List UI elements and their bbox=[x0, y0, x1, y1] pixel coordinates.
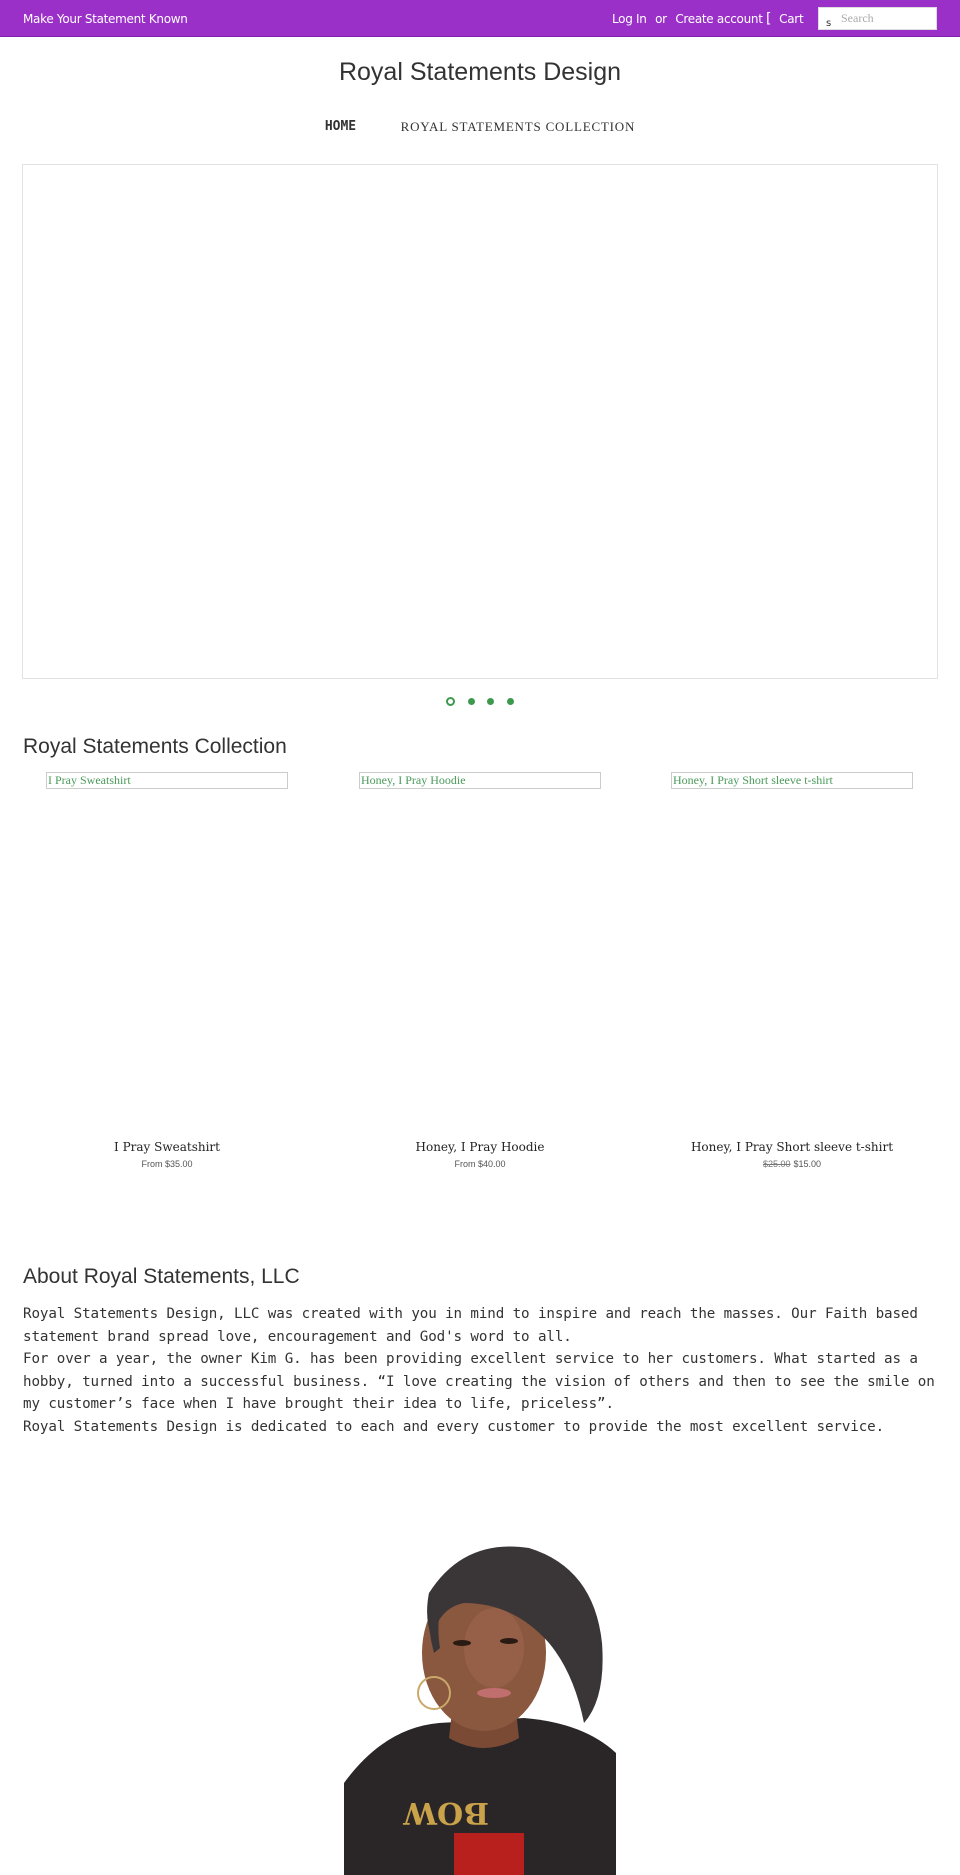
slideshow-pagination bbox=[0, 693, 960, 711]
slide-dot-4[interactable] bbox=[507, 698, 514, 705]
slide-dot-2[interactable] bbox=[468, 698, 475, 705]
search-icon[interactable]: s bbox=[826, 18, 832, 29]
about-text bbox=[23, 1303, 943, 1438]
product-image[interactable]: Honey, I Pray Hoodie bbox=[359, 772, 601, 789]
cart-icon: [ bbox=[766, 11, 772, 27]
search-input[interactable] bbox=[841, 10, 933, 27]
product-price bbox=[647, 1159, 937, 1169]
slide-dot-1[interactable] bbox=[446, 697, 455, 706]
create-account-link[interactable]: Create account bbox=[675, 12, 763, 26]
or-text: or bbox=[655, 12, 667, 26]
product-image[interactable]: Honey, I Pray Short sleeve t-shirt bbox=[671, 772, 913, 789]
product-image[interactable]: I Pray Sweatshirt bbox=[46, 772, 288, 789]
nav-item-collection[interactable]: ROYAL STATEMENTS COLLECTION bbox=[400, 118, 636, 134]
svg-text:BOW: BOW bbox=[403, 1795, 489, 1830]
main-nav bbox=[0, 118, 960, 136]
product-card[interactable] bbox=[335, 772, 625, 1172]
cart-link[interactable] bbox=[766, 11, 803, 27]
cart-label: Cart bbox=[779, 12, 804, 26]
product-name[interactable]: Honey, I Pray Hoodie bbox=[415, 1140, 545, 1154]
about-paragraph: For over a year, the owner Kim G. has been providing excellent service to her customers. What started as a hobby, turned into a successful business. “I love creating the vision of others and then to see the smile on my customer’s face when I have brought their idea to life, priceless”. bbox=[23, 1351, 935, 1412]
nav-item-home[interactable]: HOME bbox=[324, 119, 357, 135]
account-links bbox=[612, 12, 768, 26]
about-title: About Royal Statements, LLC bbox=[23, 1265, 300, 1288]
compare-price: $25.00 bbox=[762, 1159, 791, 1169]
login-link[interactable]: Log In bbox=[612, 12, 647, 26]
sale-price: $15.00 bbox=[793, 1159, 822, 1169]
product-price: From $35.00 bbox=[141, 1159, 193, 1169]
product-card[interactable] bbox=[647, 772, 937, 1172]
about-paragraph: Royal Statements Design, LLC was created with you in mind to inspire and reach the masses. Our Faith based statement brand spread love, encouragement and God's word to all. bbox=[23, 1306, 918, 1345]
site-title[interactable]: Royal Statements Design bbox=[338, 58, 622, 86]
product-name[interactable]: I Pray Sweatshirt bbox=[114, 1140, 220, 1154]
owner-photo bbox=[344, 1533, 616, 1875]
search-box[interactable] bbox=[818, 7, 937, 30]
product-card[interactable] bbox=[22, 772, 312, 1172]
slide-dot-3[interactable] bbox=[487, 698, 494, 705]
about-paragraph: Royal Statements Design is dedicated to each and every customer to provide the most excellent service. bbox=[23, 1418, 885, 1435]
hero-slideshow[interactable] bbox=[22, 164, 938, 679]
portrait-image bbox=[344, 1533, 616, 1875]
product-name[interactable]: Honey, I Pray Short sleeve t-shirt bbox=[690, 1140, 894, 1154]
tagline: Make Your Statement Known bbox=[23, 12, 188, 26]
announcement-bar bbox=[0, 0, 960, 37]
collection-title: Royal Statements Collection bbox=[23, 735, 287, 758]
product-price: From $40.00 bbox=[454, 1159, 506, 1169]
